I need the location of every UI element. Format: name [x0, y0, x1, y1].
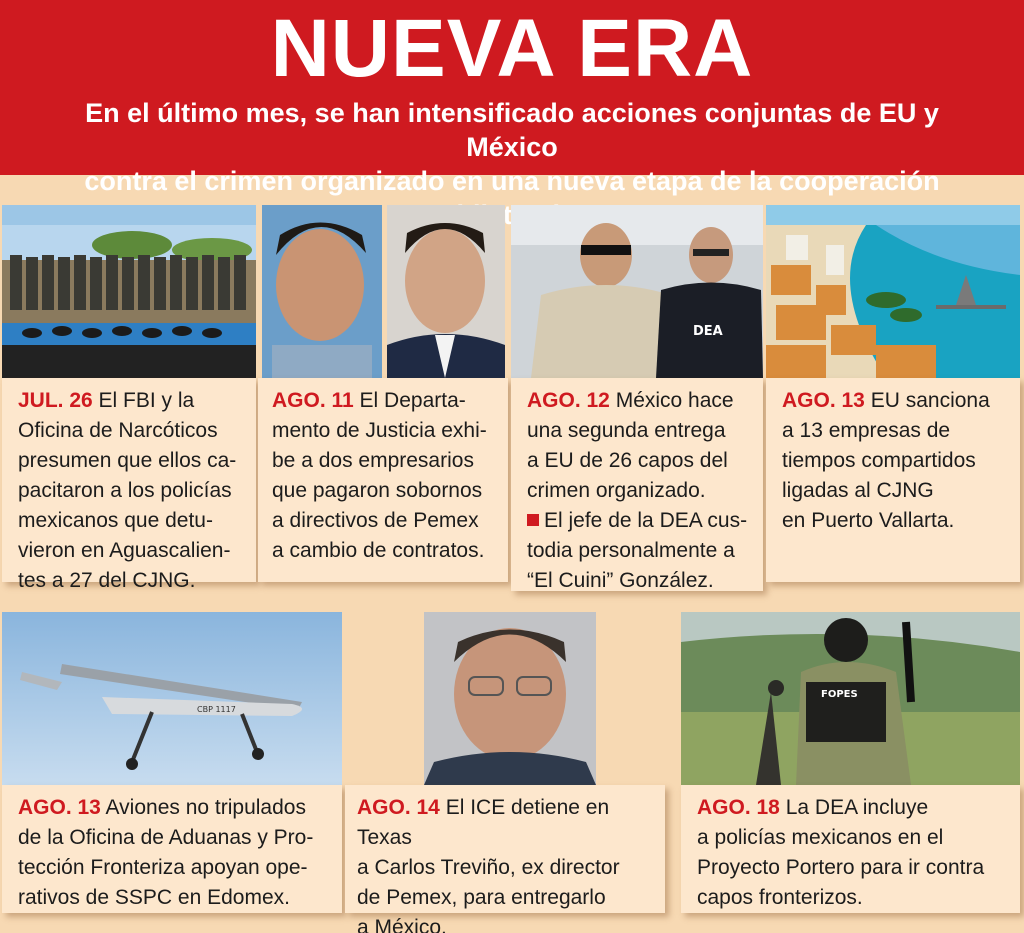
event-text: a directivos de Pemex: [272, 509, 479, 532]
event-date: AGO. 13: [782, 389, 865, 412]
event-text: crimen organizado.: [527, 479, 706, 502]
event-text: tiempos compartidos: [782, 449, 976, 472]
event-text: a México.: [357, 916, 447, 933]
subtitle-line: contra el crimen organizado en una nueva etapa de la cooperación: [84, 166, 940, 196]
event-text: “El Cuini” González.: [527, 569, 714, 592]
photo-drone: [2, 612, 342, 785]
event-caption-ago-14: [357, 793, 663, 933]
event-text: todia personalmente a: [527, 539, 735, 562]
header-banner: [0, 0, 1024, 196]
event-text: El Departa-: [353, 389, 466, 412]
event-text: a Carlos Treviño, ex director: [357, 856, 620, 879]
photo-puerto-vallarta: [766, 205, 1020, 378]
event-date: JUL. 26: [18, 389, 93, 412]
event-text: ligadas al CJNG: [782, 479, 934, 502]
event-text: El jefe de la DEA cus-: [544, 509, 748, 532]
event-text: capos fronterizos.: [697, 886, 863, 909]
event-text: en Puerto Vallarta.: [782, 509, 955, 532]
event-caption-ago-11: [272, 386, 508, 566]
event-text: mento de Justicia exhi-: [272, 419, 487, 442]
event-date: AGO. 18: [697, 796, 780, 819]
event-text: Proyecto Portero para ir contra: [697, 856, 985, 879]
event-text: La DEA incluye: [779, 796, 929, 819]
event-text: a EU de 26 capos del: [527, 449, 728, 472]
bullet-square-icon: [527, 514, 539, 526]
event-date: AGO. 14: [357, 796, 440, 819]
event-text: a cambio de contratos.: [272, 539, 485, 562]
drone-marking-label: CBP 1117: [197, 705, 236, 714]
event-text: a policías mexicanos en el: [697, 826, 944, 849]
event-text: mexicanos que detu-: [18, 509, 213, 532]
event-text: be a dos empresarios: [272, 449, 474, 472]
event-text: Oficina de Narcóticos: [18, 419, 218, 442]
event-caption-ago-12: [527, 386, 763, 596]
event-text: de la Oficina de Aduanas y Pro-: [18, 826, 314, 849]
event-text: EU sanciona: [864, 389, 990, 412]
event-date: AGO. 12: [527, 389, 610, 412]
event-text: a 13 empresas de: [782, 419, 951, 442]
event-text: Aviones no tripulados: [100, 796, 306, 819]
event-text: que pagaron sobornos: [272, 479, 483, 502]
event-caption-ago-13-vallarta: [782, 386, 1018, 536]
event-text: una segunda entrega: [527, 419, 726, 442]
photo-police-operative: [681, 612, 1020, 785]
photo-carlos-trevino: [424, 612, 596, 785]
event-caption-ago-18: [697, 793, 1017, 913]
event-text: El FBI y la: [92, 389, 195, 412]
subtitle-line: En el último mes, se han intensificado acciones conjuntas de EU y México: [85, 98, 939, 162]
event-text: rativos de SSPC en Edomex.: [18, 886, 290, 909]
event-caption-ago-13-drones: [18, 793, 342, 913]
page-title: NUEVA ERA: [270, 3, 754, 94]
event-date: AGO. 11: [272, 389, 354, 412]
event-text: de Pemex, para entregarlo: [357, 886, 606, 909]
event-text: presumen que ellos ca-: [18, 449, 237, 472]
event-date: AGO. 13: [18, 796, 101, 819]
event-text: El ICE detiene en Texas: [357, 796, 610, 849]
photo-dea-custody: [511, 205, 763, 378]
dea-vest-label: DEA: [693, 324, 723, 339]
event-text: México hace: [609, 389, 734, 412]
photo-detainees-weapons: [2, 205, 256, 378]
photo-businessman-1: [262, 205, 382, 378]
event-text: tección Fronteriza apoyan ope-: [18, 856, 308, 879]
event-text: pacitaron a los policías: [18, 479, 232, 502]
police-patch-label: FOPES: [821, 689, 858, 700]
event-caption-jul-26: [18, 386, 254, 596]
photo-businessman-2: [387, 205, 505, 378]
event-text: vieron en Aguascalien-: [18, 539, 231, 562]
event-text: tes a 27 del CJNG.: [18, 569, 196, 592]
